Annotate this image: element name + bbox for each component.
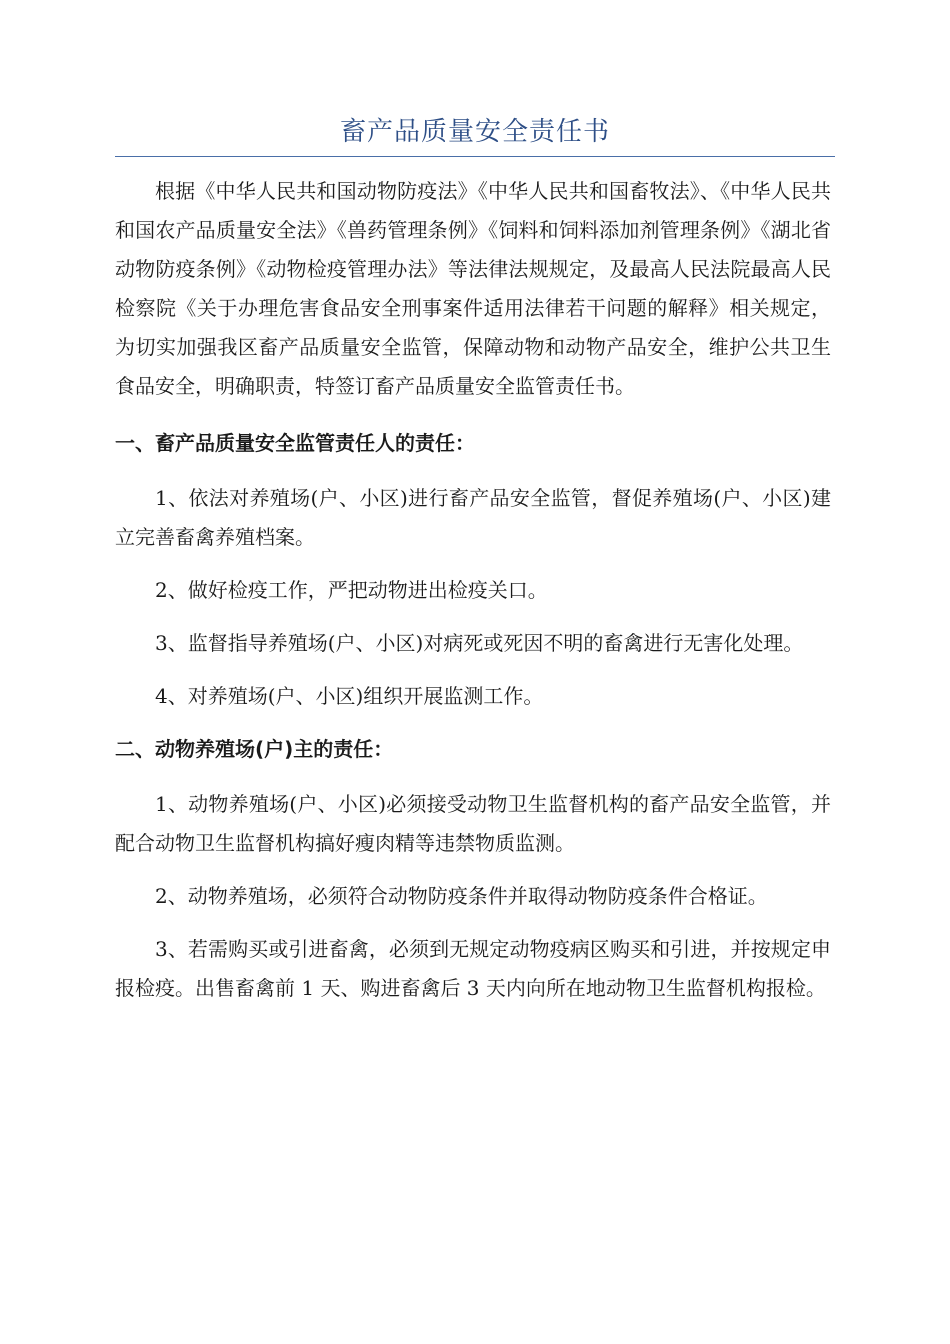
section-1-item: 1、依法对养殖场(户、小区)进行畜产品安全监管，督促养殖场(户、小区)建立完善畜禽养殖档案。 bbox=[115, 486, 831, 549]
section-2-item: 3、若需购买或引进畜禽，必须到无规定动物疫病区购买和引进，并按规定申报检疫。出售畜禽前 1 天、购进畜禽后 3 天内向所在地动物卫生监督机构报检。 bbox=[115, 937, 831, 1000]
title-block bbox=[115, 108, 835, 157]
document-body bbox=[115, 172, 831, 1022]
section-1-item: 2、做好检疫工作，严把动物进出检疫关口。 bbox=[155, 578, 548, 602]
section-1-item: 4、对养殖场(户、小区)组织开展监测工作。 bbox=[155, 684, 544, 708]
section-1-item: 3、监督指导养殖场(户、小区)对病死或死因不明的畜禽进行无害化处理。 bbox=[155, 631, 804, 655]
section-2-heading: 二、动物养殖场(户)主的责任： bbox=[115, 737, 394, 761]
section-2-item: 2、动物养殖场，必须符合动物防疫条件并取得动物防疫条件合格证。 bbox=[155, 884, 768, 908]
document-title: 畜产品质量安全责任书 bbox=[339, 117, 610, 147]
intro-paragraph: 根据《中华人民共和国动物防疫法》《中华人民共和国畜牧法》、《中华人民共和国农产品质量安全法》《兽药管理条例》《饲料和饲料添加剂管理条例》《湖北省动物防疫条例》《动物检疫管理办法》等法律法规规定，及最高人民法院最高人民检察院《关于办理危害食品安全刑事案件适用法律若干问题的解释》相关规定，为切实加强我区畜产品质量安全监管，保障动物和动物产品安全，维护公共卫生食品安全，明确职责，特签订畜产品质量安全监管责任书。 bbox=[115, 179, 831, 398]
section-2-item: 1、动物养殖场(户、小区)必须接受动物卫生监督机构的畜产品安全监管，并配合动物卫生监督机构搞好瘦肉精等违禁物质监测。 bbox=[115, 792, 831, 855]
section-1-heading: 一、畜产品质量安全监管责任人的责任： bbox=[115, 431, 475, 455]
